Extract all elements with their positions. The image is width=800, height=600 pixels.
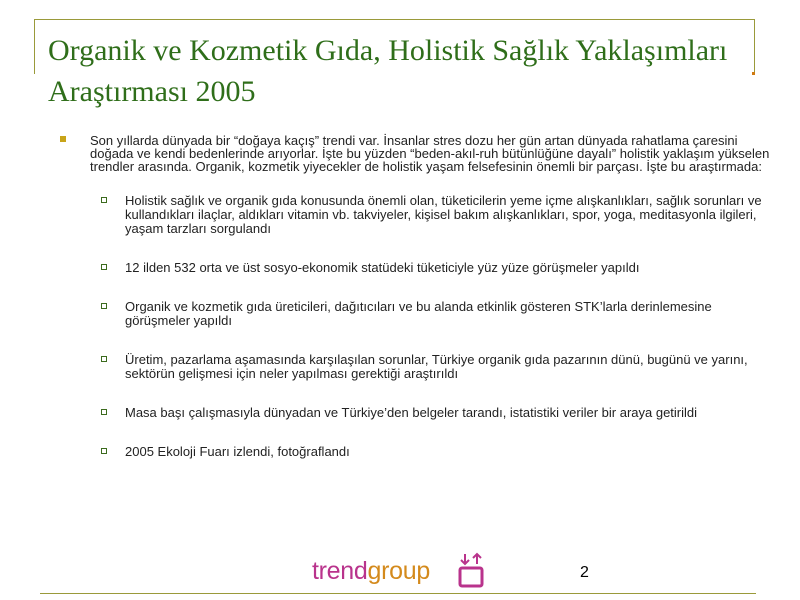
trendgroup-logo bbox=[312, 552, 492, 590]
frame-right-line bbox=[754, 19, 755, 74]
hollow-square-bullet-icon bbox=[101, 197, 107, 203]
list-item bbox=[100, 194, 772, 236]
page-number: 2 bbox=[580, 564, 589, 581]
logo-text-trend: trend bbox=[312, 557, 368, 585]
slide-title: Organik ve Kozmetik Gıda, Holistik Sağlık Yaklaşımları Araştırması 2005 bbox=[48, 34, 728, 108]
frame-bottom-line bbox=[40, 593, 756, 594]
list-item-text: 12 ilden 532 orta ve üst sosyo-ekonomik statüdeki tüketiciyle yüz yüze görüşmeler yapıldı bbox=[125, 260, 640, 275]
list-item bbox=[100, 261, 772, 275]
hollow-square-bullet-icon bbox=[101, 409, 107, 415]
frame-left-line bbox=[34, 19, 35, 74]
intro-text: Son yıllarda dünyada bir “doğaya kaçış” trendi var. İnsanlar stres dozu her gün artan dünyada rahatlama çaresini doğada ve kendi bedenlerinde arıyorlar. İşte bu yüzden “beden-akıl-ruh bütünlüğüne dayalı” holistik yaklaşım yükselen trendler arasında. Organik, kozmetik yiyecekler de holistik yaşam felsefesinin önemli bir parçası. İşte bu araştırmada: bbox=[90, 133, 770, 174]
slide-content bbox=[60, 134, 772, 484]
list-item bbox=[100, 353, 772, 381]
list-item bbox=[100, 406, 772, 420]
logo-text bbox=[312, 556, 430, 586]
list-item-text: Holistik sağlık ve organik gıda konusunda önemli olan, tüketicilerin yeme içme alışkanlıkları, sağlık sorunları ve kullandıkları ilaçlar, aldıkları vitamin vb. takviyeler, kişisel bakım alışkanlıkları, spor, yoga, meditasyonla ilgileri, yaşam tarzları sorgulandı bbox=[125, 193, 762, 236]
hollow-square-bullet-icon bbox=[101, 356, 107, 362]
corner-accent-dot bbox=[752, 72, 755, 75]
list-item-text: Üretim, pazarlama aşamasında karşılaşılan sorunlar, Türkiye organik gıda pazarının dünü, bugünü ve yarını, sektörün gelişmesi için neler yapılması gerektiği araştırıldı bbox=[125, 352, 748, 381]
tv-arrows-icon bbox=[456, 552, 486, 588]
list-item-text: Masa başı çalışmasıyla dünyadan ve Türkiye’den belgeler tarandı, istatistiki veriler bir araya getirildi bbox=[125, 405, 698, 420]
intro-bullet bbox=[60, 134, 772, 173]
hollow-square-bullet-icon bbox=[101, 303, 107, 309]
logo-text-group: group bbox=[367, 557, 430, 585]
hollow-square-bullet-icon bbox=[101, 448, 107, 454]
square-bullet-icon bbox=[60, 136, 66, 142]
sub-bullet-list bbox=[60, 194, 772, 459]
list-item bbox=[100, 445, 772, 459]
list-item-text: Organik ve kozmetik gıda üreticileri, dağıtıcıları ve bu alanda etkinlik gösteren STK’larla derinlemesine görüşmeler yapıldı bbox=[125, 299, 712, 328]
list-item bbox=[100, 300, 772, 328]
hollow-square-bullet-icon bbox=[101, 264, 107, 270]
list-item-text: 2005 Ekoloji Fuarı izlendi, fotoğraflandı bbox=[125, 444, 350, 459]
frame-top-line bbox=[34, 19, 754, 20]
